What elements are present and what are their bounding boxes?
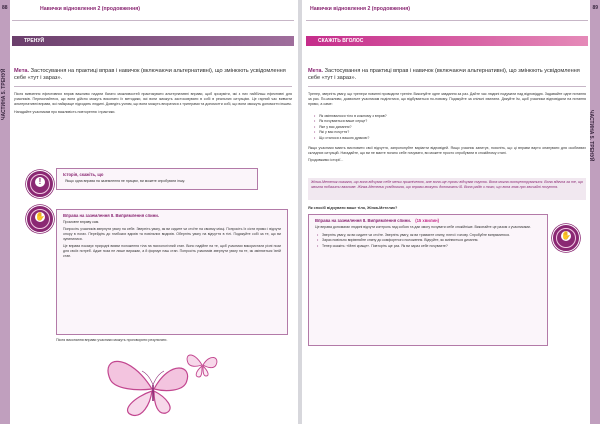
right-page-number: 89 (592, 5, 598, 11)
question-item: • Яке у вас дихання? (314, 125, 574, 130)
right-exercise-intro: Це вправа допомагає людині відчути контроль над собою та дає змогу почувати себе спокійніше. Виконайте це разом з учасниками. (315, 225, 531, 229)
right-intro-text: Тренер, зверніть увагу, що тренери повинні проводити тренінг. Виконуйте одне завдання за раз. Дайте час людині подумати над відповіддю. Задавайте одне питання за раз. По-можливо, дозвольте учасникам поділитися, що відбувається по-новому. Подякуйте за спільні хвилини. Дякуйте їм, щоб учасники відповідали на питання прямо, а саме: (308, 92, 586, 107)
left-exercise-p3: Це вправа показує природні вияви положення тіла на психологічний стан. Воно надійне на те, щоб учасники використали різні пози для своїх потреб. Адже поза не лише виражає, а й формує наш стан. Попросіть учасників звернути увагу на те, як змінюється їхній стан. (63, 244, 281, 259)
right-exercise-steps (317, 233, 537, 249)
story-box-bullet: Якщо одна вправа на заземлення не працює, ви можете спробувати іншу. (65, 179, 186, 183)
left-exercise-p1: Промовте вправу сам. (63, 220, 100, 224)
left-side-label: ЧАСТИНА 5. ТРЕНУЙ (1, 68, 7, 120)
right-after-questions (308, 146, 586, 166)
butterflies-illustration-icon (90, 345, 230, 420)
small-butterfly-icon (187, 355, 217, 377)
right-exercise-title: Вправа на заземлення 8. Випрямлення спини. (315, 218, 412, 223)
right-top-rule (306, 20, 588, 21)
say-aloud-badge-icon: ! (26, 170, 54, 198)
right-story-text: Жінка-Метелик сказала, що вона відчуває себе менш пригніченою, але вона ще трохи відчуває смуток. Вона могла сконцентруватися. Вона вдячна за те, що змогла побачити важливе. Жінка-Метелик усвідомила, що вправи можуть допомогти їй. Вона радіє з того, що вона знає про звичайні почуття. (311, 180, 583, 190)
left-exercise-p2: Попросіть учасників звернути увагу на себе. Зверніть увагу, як ви сидите чи стоїте на своєму місці. Попросіть їх сісти прямо і відчути опору в ногах. Перейдіть до глибоких вдихів та повільних видихів. Оберніть увагу на відчуття в тілі. Подякуйте собі за те, що ви зупинилися. (63, 227, 281, 242)
story-box (56, 168, 258, 190)
right-goal-text: Застосування на практиці вправ і навичок (включаючи альтернативні), що змінюють усвідомлення себе «тут і зараз». (308, 68, 580, 81)
left-exercise-box (56, 209, 288, 335)
exercise-step: • Зараз повільно вирівнюйте спину до комфортного положення. Відчуйте, як змінюється дихання. (317, 238, 537, 243)
left-exercise-text (57, 219, 287, 264)
left-intro-text: Після вивчення ефективних вправ важливо надати багато можливостей практикувати альтернативні вправи, щоб зрозуміти, які з них найбільш ефективні для учасників. Переконайтеся, що вони дійсно можуть виконати їх методики, які вони зможуть застосовувати в собі в реальних ситуаціях. Це гарний час вивчити альтернативні вправи, які найкраще підходять людині. Доведіть учням, що вони можуть впоратися з тригерами та допомогти собі, що вони зможуть допомогти іншим. (14, 92, 292, 107)
left-intro-last: Нагадайте учасникам про важливість повторення і практики. (14, 109, 116, 114)
question-item: • Як почувається ваше серце? (314, 119, 574, 124)
left-page-edge-tab (0, 0, 10, 424)
left-band (12, 36, 294, 46)
exercise-badge-icon: ✋ (26, 205, 54, 233)
left-goal (14, 68, 292, 82)
left-closing-text: Після виконання вправи учасники можуть проговорити результати. (56, 338, 168, 342)
right-side-label: ЧАСТИНА 5. ТРЕНУЙ (587, 110, 594, 162)
left-intro (14, 92, 292, 117)
right-ask-line: Як спосіб відчувати ваше тіло, Жінка-Метелик? (308, 206, 398, 210)
story-box-title: Історія, скажіть, що (63, 172, 104, 177)
exercise-step: • Зверніть увагу, як ви сидите чи стоїте. Зверніть увагу, як ви тримаєте спину, плечі і голову. Спробуйте випрямитися. (317, 233, 537, 238)
right-goal (308, 68, 586, 82)
exercise-step: • Тепер скажіть: «Мені краще». Повторіть ще раз. Як ви зараз себе почуваєте? (317, 244, 537, 249)
right-band (306, 36, 588, 46)
left-page (0, 0, 298, 424)
left-goal-text: Застосування на практиці вправ і навичок (включаючи альтернативні), що змінюють усвідомлення себе «тут і зараз». (14, 68, 286, 81)
left-top-rule (12, 20, 294, 21)
question-item: • Як змінювалося тіло в кожному з вправ? (314, 114, 574, 119)
right-page (302, 0, 600, 424)
right-exercise-tag: (15 хвилин) (415, 218, 440, 223)
right-after-tag: Продовжимо історії... (308, 158, 344, 163)
questions-list (314, 114, 574, 141)
left-exercise-title: Вправа на заземлення 8. Випрямлення спини. (63, 213, 160, 218)
right-band-title: СКАЖІТЬ ВГОЛОС (318, 38, 364, 44)
left-band-title: ТРЕНУЙ (24, 38, 45, 44)
right-page-edge-tab (587, 0, 600, 424)
right-exercise-box (308, 214, 548, 346)
story-shaded-block (308, 178, 586, 200)
right-running-head: Навички відновлення 2 (продовження) (310, 6, 410, 12)
right-goal-rule (308, 86, 586, 87)
left-goal-rule (14, 86, 292, 87)
question-item: • Які у вас почуття? (314, 130, 574, 135)
right-goal-label: Мета. (308, 68, 324, 74)
right-exercise-title-row (309, 215, 547, 224)
left-goal-label: Мета. (14, 68, 30, 74)
right-after-questions-text: Якщо учасники мають висловити свої відчуття, запропонуйте варіанти відповідей. Якщо учасник запитує, поясніть, що ці вправи варто опанувати для особливих складних ситуацій. Нагадайте, що ви не маєте погано себе почувати, ви можете просто спробувати в спокійному стані. (308, 146, 586, 156)
left-page-number: 88 (2, 5, 8, 11)
right-intro (308, 92, 586, 110)
left-running-head: Навички відновлення 2 (продовження) (40, 6, 140, 12)
question-item: • Що сталося з вашою думкою? (314, 136, 574, 141)
large-butterfly-icon (108, 361, 188, 415)
right-exercise-badge-icon: ✋ (552, 224, 580, 252)
